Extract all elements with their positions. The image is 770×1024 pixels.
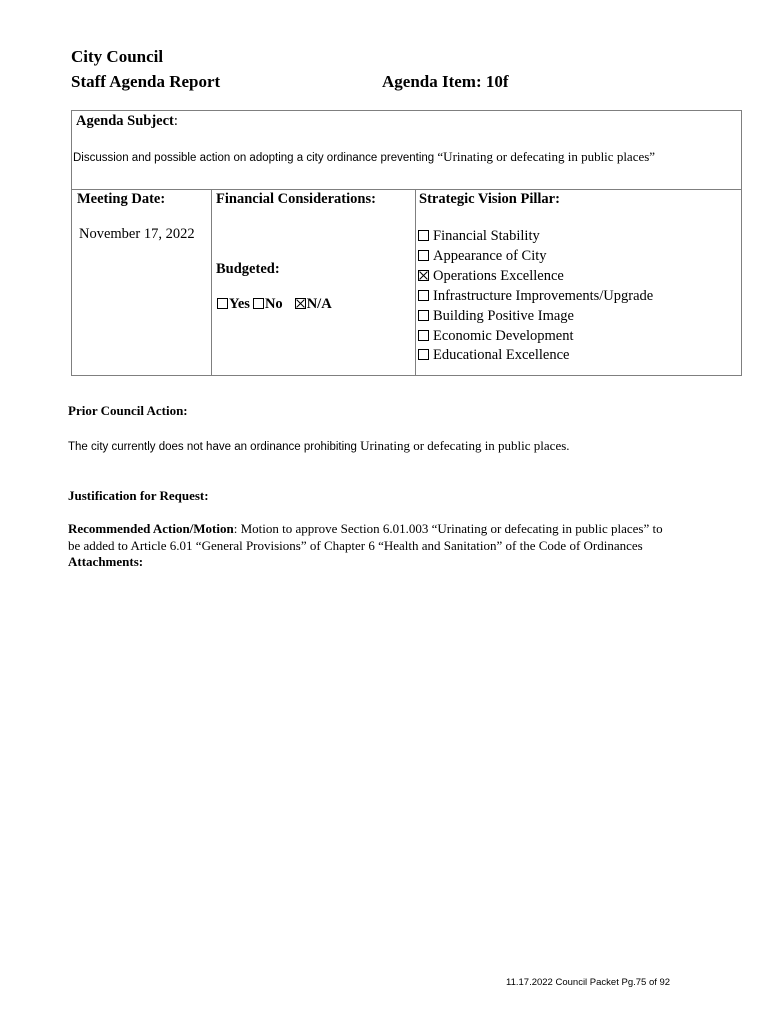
table-divider [415, 189, 416, 376]
report-title: Staff Agenda Report [71, 72, 221, 91]
agenda-subject-text: Discussion and possible action on adopting a city ordinance preventing “Urinating or defecating in public places” [73, 149, 656, 164]
recommended-action-line2: be added to Article 6.01 “General Provisions” of Chapter 6 “Health and Sanitation” of the Code of Ordinances [68, 538, 643, 553]
checkbox-icon [418, 349, 429, 360]
page-footer: 11.17.2022 Council Packet Pg.75 of 92 [506, 977, 671, 988]
recommended-action-line1: Recommended Action/Motion: Motion to approve Section 6.01.003 “Urinating or defecating in public places” to [68, 521, 663, 536]
meeting-date-value: November 17, 2022 [79, 226, 195, 242]
checkbox-icon [253, 298, 264, 309]
pillar-appearance-of-city[interactable]: Appearance of City [418, 248, 547, 265]
pillar-economic-development[interactable]: Economic Development [418, 328, 574, 345]
budget-yes-option[interactable]: Yes [217, 296, 250, 312]
strategic-vision-label: Strategic Vision Pillar: [419, 191, 560, 207]
agenda-item-number: Agenda Item: 10f [382, 72, 509, 91]
agenda-subject-label: Agenda Subject: [76, 113, 178, 129]
table-divider [72, 189, 741, 190]
checkbox-icon [418, 310, 429, 321]
checkbox-icon [418, 290, 429, 301]
checkbox-icon [217, 298, 228, 309]
council-title: City Council [71, 47, 164, 66]
checkbox-icon [418, 250, 429, 261]
budgeted-label: Budgeted: [216, 261, 280, 277]
attachments-label: Attachments: [68, 554, 144, 569]
budgeted-options [217, 296, 332, 313]
prior-action-label: Prior Council Action: [68, 403, 188, 418]
meeting-date-label: Meeting Date: [77, 191, 166, 207]
checkbox-icon [418, 330, 429, 341]
pillar-operations-excellence[interactable]: Operations Excellence [418, 268, 564, 285]
pillar-educational-excellence[interactable]: Educational Excellence [418, 347, 569, 364]
pillar-financial-stability[interactable]: Financial Stability [418, 228, 540, 245]
checked-box-icon [418, 270, 429, 281]
prior-action-text: The city currently does not have an ordinance prohibiting Urinating or defecating in public places. [68, 438, 570, 453]
justification-label: Justification for Request: [68, 488, 209, 503]
financial-considerations-label: Financial Considerations: [216, 191, 376, 207]
budget-na-option[interactable]: N/A [295, 296, 332, 312]
budget-no-option[interactable]: No [253, 296, 283, 312]
table-divider [211, 189, 212, 376]
checkbox-icon [418, 230, 429, 241]
pillar-infrastructure[interactable]: Infrastructure Improvements/Upgrade [418, 288, 653, 305]
pillar-positive-image[interactable]: Building Positive Image [418, 308, 574, 325]
checked-box-icon [295, 298, 306, 309]
